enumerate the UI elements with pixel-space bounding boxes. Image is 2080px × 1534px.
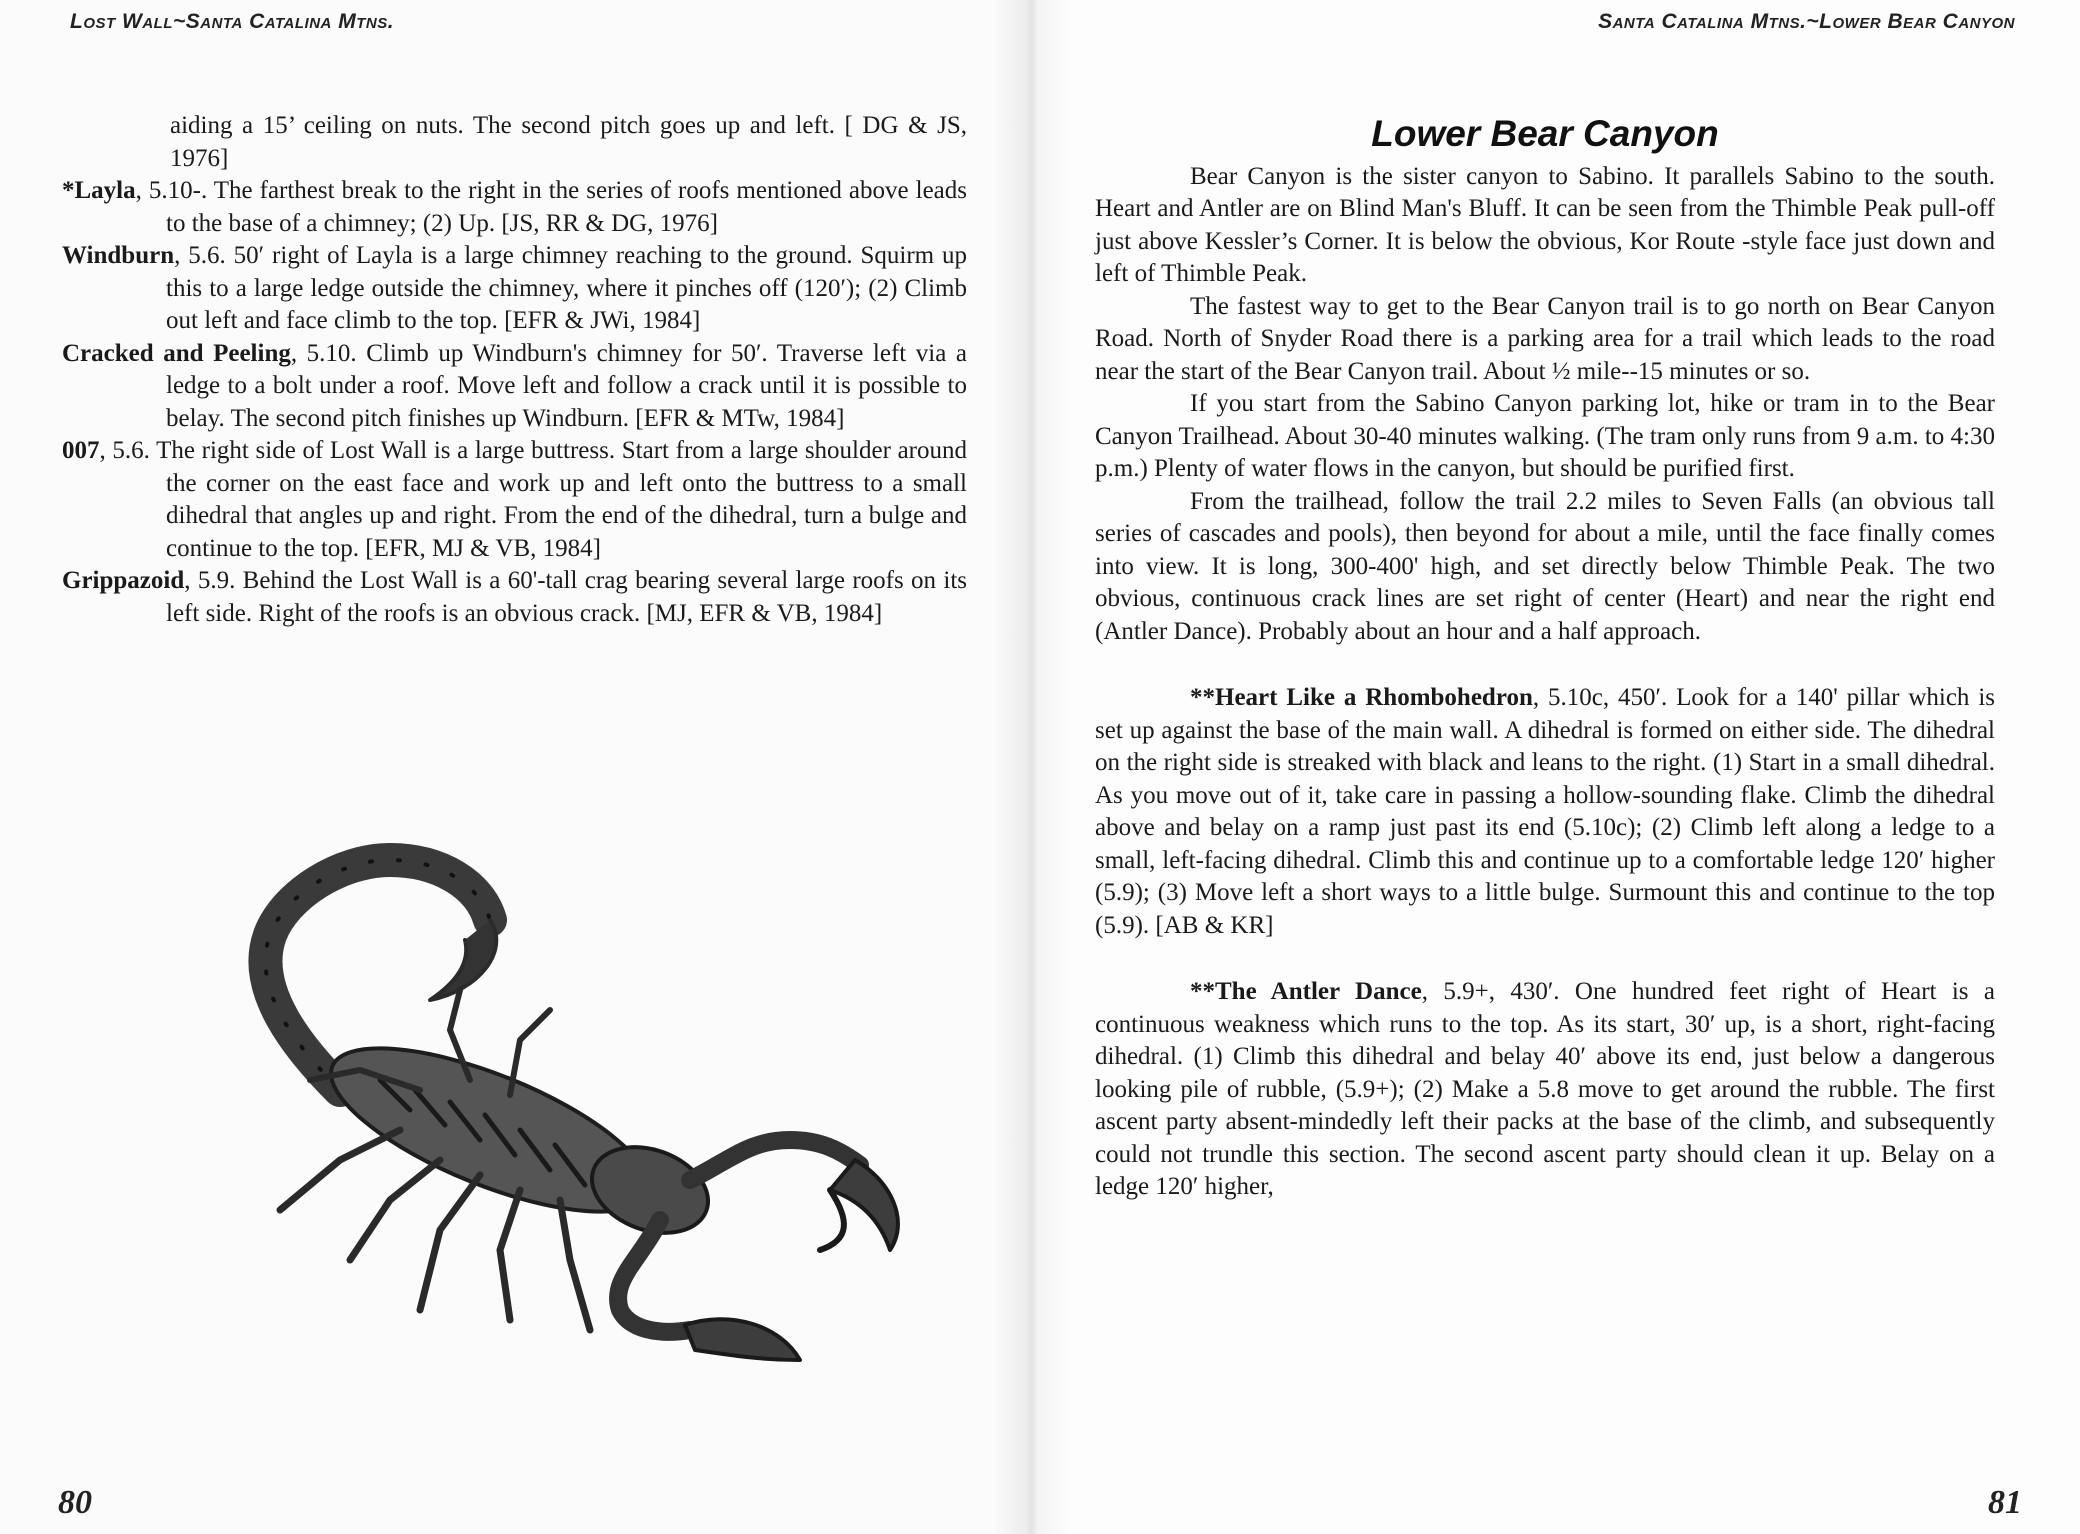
route-entry-007 xyxy=(62,435,967,565)
route-name: *Layla xyxy=(62,177,136,204)
route-name: Cracked and Peeling xyxy=(62,339,291,367)
right-page-number: 81 xyxy=(1988,1484,2022,1521)
entry-text: , 5.10-. The farthest break to the right in the series of roofs mentioned above leads to the base of a chimney; (2) Up. [JS, RR & DG, 1976] xyxy=(135,177,967,237)
entry-text: aiding a 15’ ceiling on nuts. The second pitch goes up and left. [ DG & JS, 1976] xyxy=(170,112,967,172)
section-title: Lower Bear Canyon xyxy=(1371,113,1719,154)
paragraph: If you start from the Sabino Canyon parking lot, hike or tram in to the Bear Canyon Trailhead. About 30-40 minutes walking. (The tram only runs from 9 a.m. to 4:30 p.m.) Plenty of water flows in the canyon, but should be purified first. xyxy=(1095,390,1995,482)
right-column xyxy=(1095,110,1995,1229)
route-entry-grippazoid xyxy=(62,565,967,630)
entry-text: , 5.6. The right side of Lost Wall is a large buttress. Start from a large shoulder around the corner on the east face and work up and left onto the buttress to a small dihedral that angles up and right. From the end of the dihedral, turn a bulge and continue to the top. [EFR, MJ & VB, 1984] xyxy=(99,437,967,562)
route-entry-windburn xyxy=(62,240,967,338)
route-name: 007 xyxy=(62,437,100,464)
route-name: **Heart Like a Rhombohedron xyxy=(1190,684,1533,711)
right-running-head: Santa Catalina Mtns.~Lower Bear Canyon xyxy=(1598,10,2015,33)
route-name: Grippazoid xyxy=(62,567,185,594)
route-name: Windburn xyxy=(62,242,175,269)
scorpion-illustration xyxy=(190,840,930,1380)
entry-text: , 5.10. Climb up Windburn's chimney for 50′. Traverse left via a ledge to a bolt under a roof. Move left and follow a crack until it is possible to belay. The second pitch finishes up Windburn. [EFR & MTw, 1984] xyxy=(166,339,967,432)
paragraph: From the trailhead, follow the trail 2.2 miles to Seven Falls (an obvious tall series of cascades and pools), then beyond for about a mile, until the face finally comes into view. It is long, 300-400' high, and set directly below Thimble Peak. The two obvious, continuous crack lines are set right of center (Heart) and near the right end (Antler Dance). Probably about an hour and a half approach. xyxy=(1095,487,1995,645)
entry-text: , 5.6. 50′ right of Layla is a large chimney reaching to the ground. Squirm up this to a large ledge outside the chimney, where it pinches off (120′); (2) Climb out left and face climb to the top. [EFR & JWi, 1984] xyxy=(166,242,967,334)
route-entry-antler-dance xyxy=(1095,976,1995,1204)
entry-text: , 5.10c, 450′. Look for a 140' pillar which is set up against the base of the main wall. A dihedral is formed on either side. The dihedral on the right side is streaked with black and leans to the right. (1) Start in a small dihedral. As you move out of it, take care in passing a hollow-sounding flake. Climb the dihedral above and belay on a ramp just past its end (5.10c); (2) Climb left along a ledge to a small, left-facing dihedral. Climb this and continue up to a comfortable ledge 120′ higher (5.9); (3) Move left a short ways to a little bulge. Surmount this and continue to the top (5.9). [AB & KR] xyxy=(1095,684,1995,939)
left-page-number: 80 xyxy=(58,1484,92,1521)
route-name: **The Antler Dance xyxy=(1190,978,1422,1005)
route-entry-layla xyxy=(62,175,967,240)
scorpion-icon xyxy=(190,840,930,1380)
left-running-head: Lost Wall~Santa Catalina Mtns. xyxy=(70,10,395,33)
paragraph: Bear Canyon is the sister canyon to Sabino. It parallels Sabino to the south. Heart and Antler are on Blind Man's Bluff. It can be seen from the Thimble Peak pull-off just above Kessler’s Corner. It is below the obvious, Kor Route -style face just down and left of Thimble Peak. xyxy=(1095,162,1995,287)
entry-text: , 5.9+, 430′. One hundred feet right of Heart is a continuous weakness which runs to the top. As its start, 30′ up, is a short, right-facing dihedral. (1) Climb this dihedral and belay 40′ above its end, just below a dangerous looking pile of rubble, (5.9+); (2) Make a 5.8 move to get around the rubble. The first ascent party absent-mindedly left their packs at the base of the climb, and subsequently could not trundle this section. The second ascent party should clean it up. Belay on a ledge 120′ higher, xyxy=(1095,978,1996,1200)
route-entry-heart xyxy=(1095,682,1995,942)
route-list xyxy=(62,110,967,630)
book-gutter xyxy=(990,0,1070,1534)
route-entry-cracked-and-peeling xyxy=(62,338,967,436)
paragraph: The fastest way to get to the Bear Canyon trail is to go north on Bear Canyon Road. North of Snyder Road there is a parking area for a trail which leads to the road near the start of the Bear Canyon trail. About ½ mile--15 minutes or so. xyxy=(1095,292,1995,385)
entry-text: , 5.9. Behind the Lost Wall is a 60'-tall crag bearing several large roofs on its left side. Right of the roofs is an obvious crack. [MJ, EFR & VB, 1984] xyxy=(166,567,967,627)
route-entry-continuation xyxy=(62,110,967,175)
